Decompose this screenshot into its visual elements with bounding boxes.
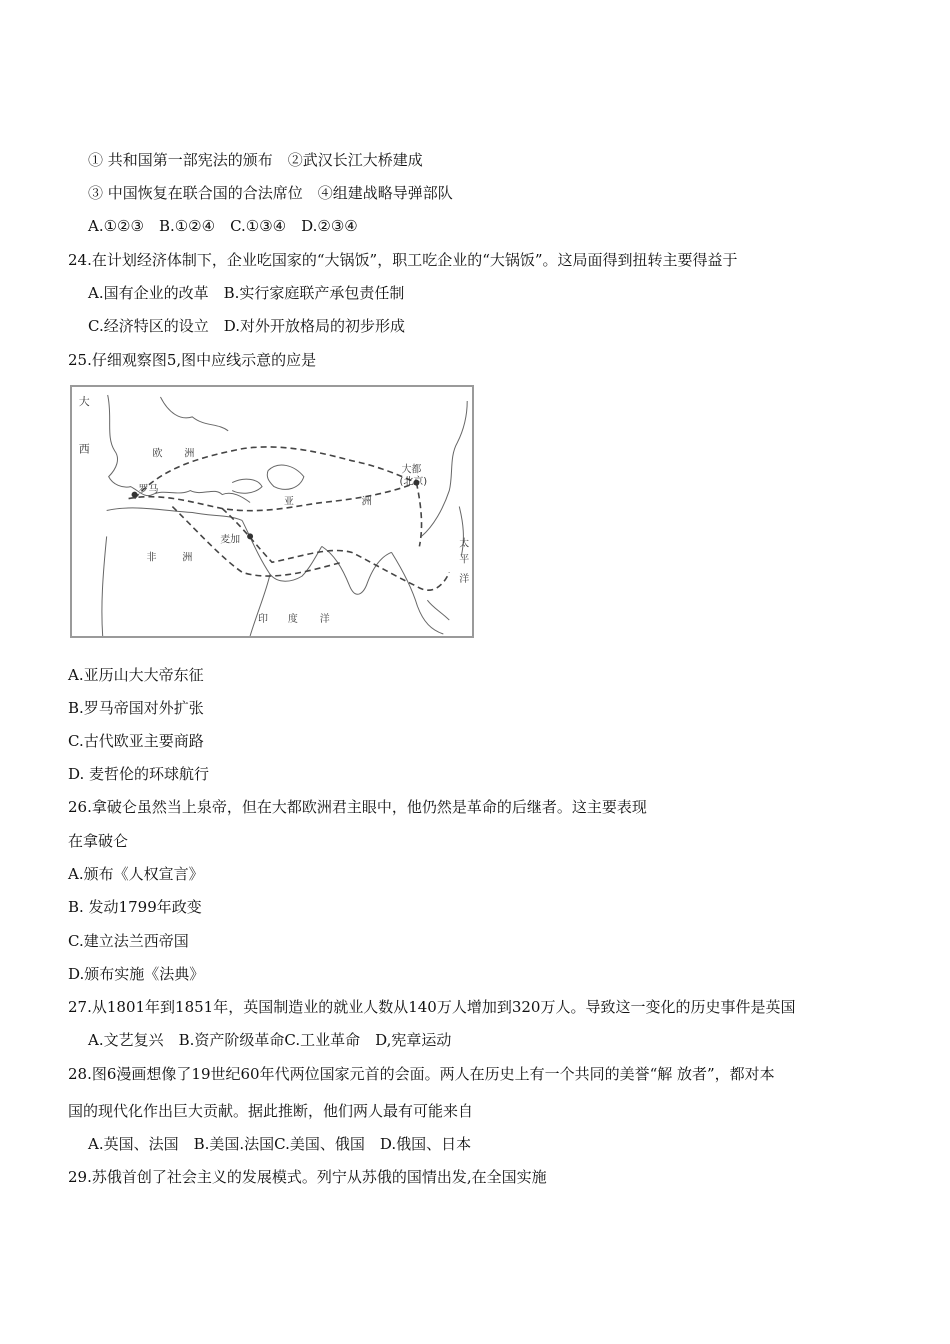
coastline-africa-north	[107, 508, 242, 521]
map-label-rome: 罗马	[138, 484, 159, 496]
map-label-pacific-1: 太	[459, 538, 470, 550]
coastline-india	[322, 546, 392, 594]
map-label-mecca: 麦加	[220, 534, 241, 546]
q26-option-b: B. 发动1799年政变	[68, 898, 202, 916]
q26-stem: 26.拿破仑虽然当上泉帝，但在大都欧洲君主眼中，他仍然是革命的后继者。这主要表现	[68, 798, 647, 816]
map-label-indian-3: 洋	[319, 614, 330, 626]
rome-marker	[132, 492, 138, 498]
map-label-asia-2: 洲	[361, 496, 372, 508]
q25-option-b: B.罗马帝国对外扩张	[68, 699, 204, 717]
coastline-europe-west	[108, 395, 153, 496]
coastline-southeast-asia	[392, 552, 444, 634]
route-land-north	[135, 447, 417, 499]
q27-stem: 27.从1801年到1851年，英国制造业的就业人数从140万人增加到320万人。导致这一变化的历史事件是英国	[68, 998, 796, 1016]
q23-option-line-1: ① 共和国第一部宪法的颁布 ②武汉长江大桥建成	[88, 151, 423, 169]
q23-answer-choices: A.①②③ B.①②④ C.①③④ D.②③④	[88, 217, 358, 235]
q28-answer-choices: A.英国、法国 B.美国.法国C.美国、俄国 D.俄国、日本	[88, 1135, 472, 1153]
q24-answer-row-2: C.经济特区的设立 D.对外开放格局的初步形成	[88, 317, 405, 335]
map-label-da: 大	[78, 394, 90, 408]
coastline-arabia	[242, 520, 322, 581]
q28-stem: 28.图6漫画想像了19世纪60年代两位国家元首的会面。两人在历史上有一个共同的美誉“解 放者”，都对本	[68, 1065, 775, 1083]
route-sea-arabia	[172, 507, 341, 577]
map-label-africa-1: 非	[146, 552, 157, 564]
q25-stem: 25.仔细观察图5,图中应线示意的应是	[68, 351, 317, 369]
black-sea	[232, 479, 262, 493]
route-map-svg	[72, 387, 472, 636]
route-east-coast	[416, 483, 421, 547]
map-label-indian-2: 度	[287, 614, 298, 626]
q25-option-a: A.亚历山大大帝东征	[68, 666, 204, 684]
q26-stem-continued: 在拿破仑	[68, 832, 129, 850]
q25-option-c: C.古代欧亚主要商路	[68, 732, 204, 750]
figure-5-route-map	[70, 385, 474, 638]
q29-stem: 29.苏俄首创了社会主义的发展模式。列宁从苏俄的国情出发,在全国实施	[68, 1168, 547, 1186]
caspian-sea	[267, 465, 304, 489]
island-chain	[427, 600, 449, 620]
map-label-beijing: (北京)	[399, 476, 428, 488]
map-label-xi: 西	[78, 442, 90, 456]
q28-stem-continued: 国的现代化作出巨大贡献。据此推断，他们两人最有可能来自	[68, 1102, 474, 1120]
coastline-africa-east	[250, 574, 270, 636]
mecca-marker	[247, 533, 253, 539]
q26-option-d: D.颁布实施《法典》	[68, 965, 205, 983]
map-label-dadu: 大都	[401, 464, 422, 476]
q26-option-a: A.颁布《人权宣言》	[68, 865, 204, 883]
q23-option-line-2: ③ 中国恢复在联合国的合法席位 ④组建战略导弹部队	[88, 184, 453, 202]
q26-option-c: C.建立法兰西帝国	[68, 932, 189, 950]
map-label-pacific-3: 洋	[459, 574, 470, 586]
map-label-asia-1: 亚	[283, 496, 294, 508]
coastline-scandinavia	[160, 397, 228, 431]
coastline-east-asia	[421, 401, 467, 536]
q24-answer-row-1: A.国有企业的改革 B.实行家庭联产承包责任制	[88, 284, 405, 302]
route-land-middle	[129, 483, 417, 511]
map-label-africa-2: 洲	[182, 552, 193, 564]
map-label-europe-2: 洲	[184, 448, 195, 460]
map-label-europe-1: 欧	[152, 448, 163, 460]
q27-answer-choices: A.文艺复兴 B.资产阶级革命C.工业革命 D,宪章运动	[88, 1031, 452, 1049]
coastline-africa-west	[102, 536, 107, 636]
q24-stem: 24.在计划经济体制下，企业吃国家的“大锅饭”，职工吃企业的“大锅饭”。这局面得到扭转主要得益于	[68, 251, 738, 269]
map-label-indian-1: 印	[258, 614, 269, 626]
q25-option-d: D. 麦哲伦的环球航行	[68, 765, 210, 783]
map-label-pacific-2: 平	[459, 554, 470, 566]
